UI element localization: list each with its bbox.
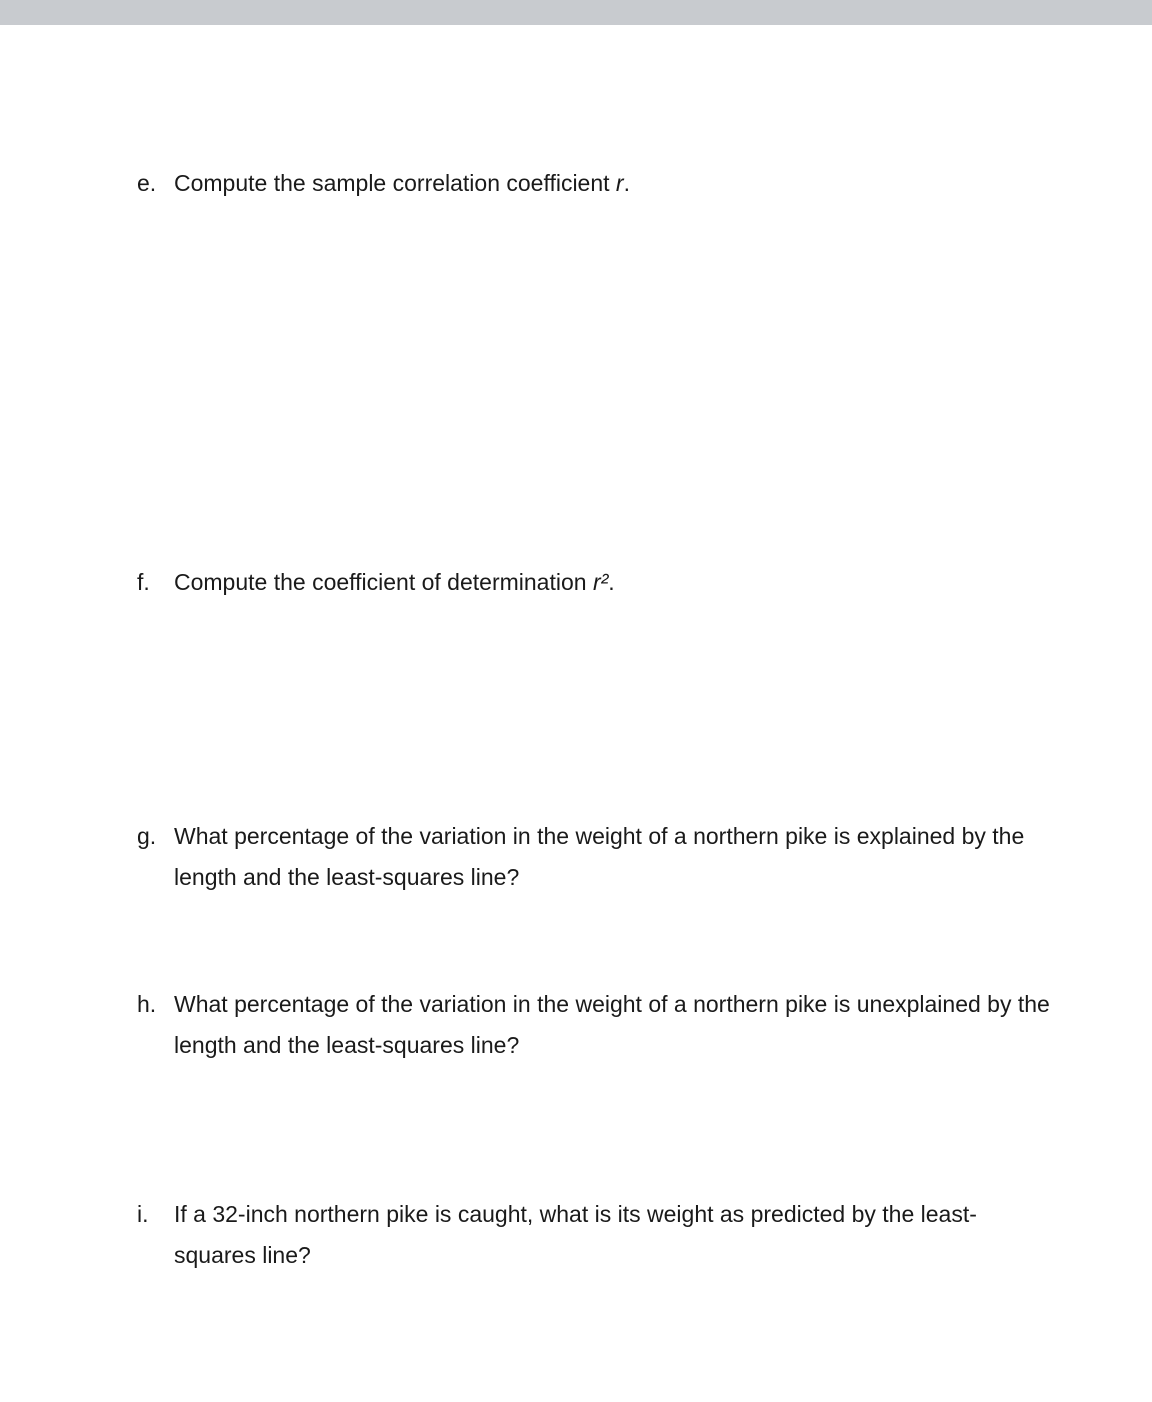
question-letter: i. (137, 1201, 149, 1227)
document-page (0, 25, 1152, 1402)
question-text: Compute the coefficient of determination r². (174, 569, 615, 595)
question-letter: h. (137, 991, 157, 1017)
top-toolbar-strip (0, 0, 1152, 25)
question-f (137, 562, 1057, 603)
question-text: What percentage of the variation in the weight of a northern pike is unexplained by the length and the least-squares line? (174, 991, 1050, 1058)
question-i (137, 1194, 1057, 1276)
question-letter: e. (137, 170, 157, 196)
question-text: If a 32-inch northern pike is caught, what is its weight as predicted by the least-squares line? (174, 1201, 977, 1268)
question-g (137, 816, 1057, 898)
question-text: What percentage of the variation in the weight of a northern pike is explained by the length and the least-squares line? (174, 823, 1025, 890)
variable-r: r (615, 170, 624, 196)
question-text: Compute the sample correlation coefficient r. (174, 170, 630, 196)
question-letter: g. (137, 823, 157, 849)
variable-r-squared: r² (592, 569, 609, 595)
question-letter: f. (137, 569, 150, 595)
question-e (137, 163, 1057, 204)
question-h (137, 984, 1057, 1066)
